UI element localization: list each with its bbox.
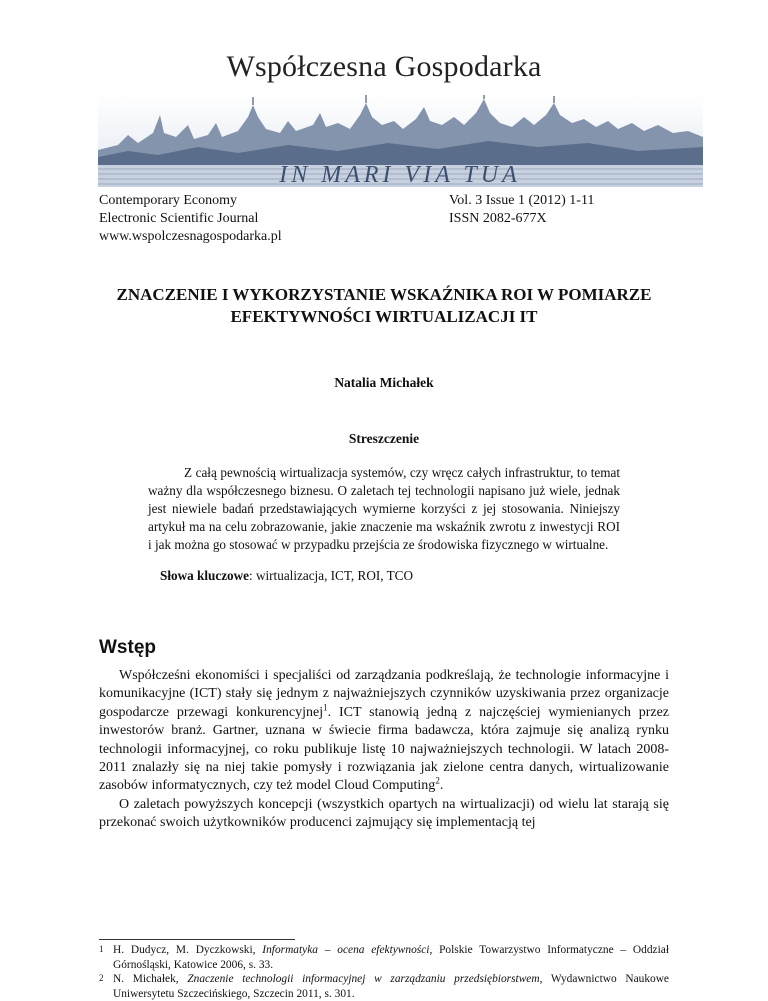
footnote-2: 2 N. Michałek, Znaczenie technologii informacyjnej w zarządzaniu przedsiębiorstwem, Wydawnictwo Naukowe Uniwersytetu Szczecińskiego, Szczecin 2011, s. 301. — [99, 973, 669, 1000]
abstract-text: Z całą pewnością wirtualizacja systemów, czy wręcz całych infrastruktur, to temat ważny dla współczesnego biznesu. O zaletach tej technologii napisano już wiele, jednak jest niewiele badań przedstawiających wymierne korzyści z jej stosowania. Niniejszy artykuł ma na celu zobrazowanie, jakie znaczenie ma wskaźnik zwrotu z inwestycji ROI i jak można go stosować w przypadku przejścia ze środowiska fizycznego w wirtualne. — [148, 465, 620, 552]
article-title — [70, 284, 698, 328]
footnote-divider — [99, 939, 295, 940]
section-heading-intro: Wstęp — [99, 637, 156, 658]
issn: ISSN 2082-677X — [449, 211, 547, 226]
journal-info-right — [449, 192, 594, 228]
journal-info-left — [99, 192, 282, 246]
article-title-line-1: ZNACZENIE I WYKORZYSTANIE WSKAŹNIKA ROI W POMIARZE — [116, 285, 652, 304]
keywords-list: : wirtualizacja, ICT, ROI, TCO — [249, 568, 413, 583]
journal-url[interactable]: www.wspolczesnagospodarka.pl — [99, 229, 282, 244]
intro-paragraph-2: O zaletach powyższych koncepcji (wszystkich opartych na wirtualizacji) od wielu lat starają się przekonać swoich użytkowników producenci zajmujący się implementacją tej — [99, 796, 669, 831]
footnote-1: 1 H. Dudycz, M. Dyczkowski, Informatyka – ocena efektywności, Polskie Towarzystwo Informatyczne – Oddział Górnośląski, Katowice 2006, s. 33. — [99, 944, 669, 971]
banner-motto: IN MARI VIA TUA — [279, 162, 521, 187]
city-skyline-banner — [98, 95, 703, 187]
article-title-line-2: EFEKTYWNOŚCI WIRTUALIZACJI IT — [230, 307, 538, 326]
journal-type: Electronic Scientific Journal — [99, 211, 259, 226]
journal-name-en: Contemporary Economy — [99, 193, 238, 208]
footnotes — [99, 943, 669, 1001]
footnote-number: 1 — [99, 944, 104, 954]
intro-paragraph-1: Współcześni ekonomiści i specjaliści od zarządzania podkreślają, że technologie informacyjne i komunikacyjne (ICT) stały się jednym z najważniejszych czynników uzyskiwania przez organizacje gospodarcze przewagi konkurencyjnej$^1$. ICT stanowią jedną z najczęściej wymienianych przez inwestorów branż. Gartner, uznana w świecie firma badawcza, która zajmuje się analizą rynku technologii informacyjnej, co roku publikuje listę 10 najważniejszych technologii. W latach 2008-2011 znalazły się na niej takie pomysły i rozwiązania jak zielone centra danych, wirtualizowanie zasobów informatycznych, czy też model Cloud Computing$^2$. — [99, 668, 669, 794]
intro-body — [99, 667, 669, 833]
author-name: Natalia Michałek — [334, 375, 434, 390]
volume-issue: Vol. 3 Issue 1 (2012) 1-11 — [449, 193, 595, 208]
footnote-number: 2 — [99, 973, 104, 983]
footnote-ref-2[interactable]: 2 — [435, 775, 440, 786]
footnote-ref-1[interactable]: 1 — [323, 702, 328, 713]
keywords — [160, 568, 413, 584]
abstract-heading: Streszczenie — [348, 431, 420, 446]
keywords-label: Słowa kluczowe — [160, 568, 250, 583]
journal-title: Współczesna Gospodarka — [226, 50, 542, 83]
